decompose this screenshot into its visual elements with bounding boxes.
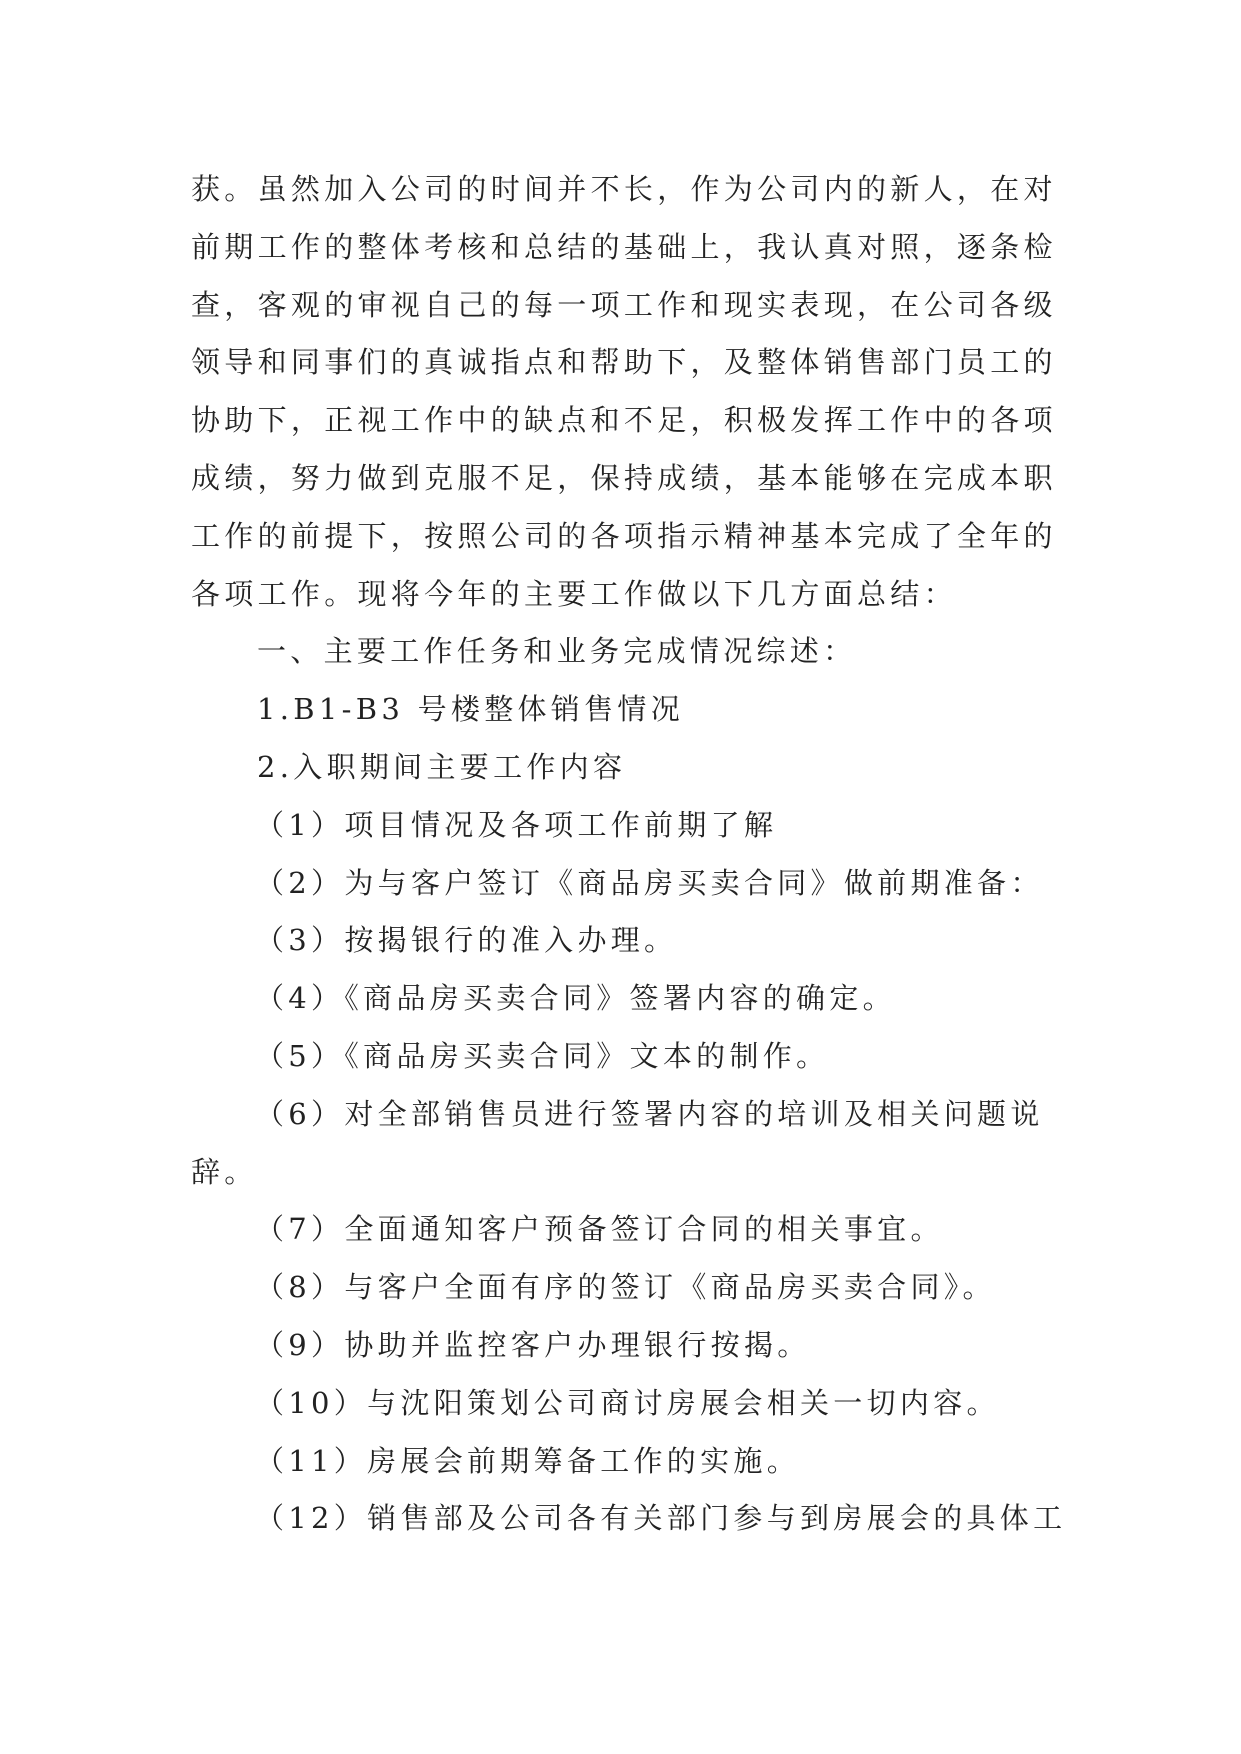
- paragraph-line: 各项工作。现将今年的主要工作做以下几方面总结：: [191, 576, 957, 611]
- list-item: （12）销售部及公司各有关部门参与到房展会的具体工: [255, 1501, 1067, 1536]
- paragraph-line: 获。虽然加入公司的时间并不长，作为公司内的新人，在对: [191, 172, 1057, 206]
- list-item-continuation: 辞。: [191, 1154, 258, 1189]
- list-item: （2）为与客户签订《商品房买卖合同》做前期准备：: [255, 865, 1044, 900]
- list-item: （3）按揭银行的准入办理。: [255, 923, 678, 958]
- paragraph-line: 查，客观的审视自己的每一项工作和现实表现，在公司各级: [191, 287, 1057, 322]
- section-heading: 一、主要工作任务和业务完成情况综述：: [257, 634, 857, 669]
- list-item: （7）全面通知客户预备签订合同的相关事宜。: [255, 1212, 944, 1247]
- paragraph-line: 协助下，正视工作中的缺点和不足，积极发挥工作中的各项: [191, 403, 1057, 438]
- subheading: 2.入职期间主要工作内容: [257, 749, 627, 784]
- document-body: [191, 161, 1067, 1548]
- paragraph-line: 成绩，努力做到克服不足，保持成绩，基本能够在完成本职: [191, 460, 1057, 495]
- list-item: （9）协助并监控客户办理银行按揭。: [255, 1327, 811, 1362]
- list-item: （10）与沈阳策划公司商讨房展会相关一切内容。: [255, 1385, 1000, 1420]
- list-item: （8）与客户全面有序的签订《商品房买卖合同》。: [255, 1270, 996, 1305]
- list-item: （5）《商品房买卖合同》文本的制作。: [255, 1038, 830, 1073]
- list-item: （4）《商品房买卖合同》签署内容的确定。: [255, 981, 896, 1016]
- subheading: 1.B1-B3 号楼整体销售情况: [257, 692, 685, 727]
- list-item: （1）项目情况及各项工作前期了解: [255, 807, 778, 842]
- paragraph-line: 工作的前提下，按照公司的各项指示精神基本完成了全年的: [191, 518, 1057, 553]
- list-item: （6）对全部销售员进行签署内容的培训及相关问题说: [255, 1096, 1044, 1131]
- list-item: （11）房展会前期筹备工作的实施。: [255, 1443, 801, 1478]
- paragraph-line: 领导和同事们的真诚指点和帮助下，及整体销售部门员工的: [191, 345, 1057, 380]
- paragraph-line: 前期工作的整体考核和总结的基础上，我认真对照，逐条检: [191, 229, 1057, 264]
